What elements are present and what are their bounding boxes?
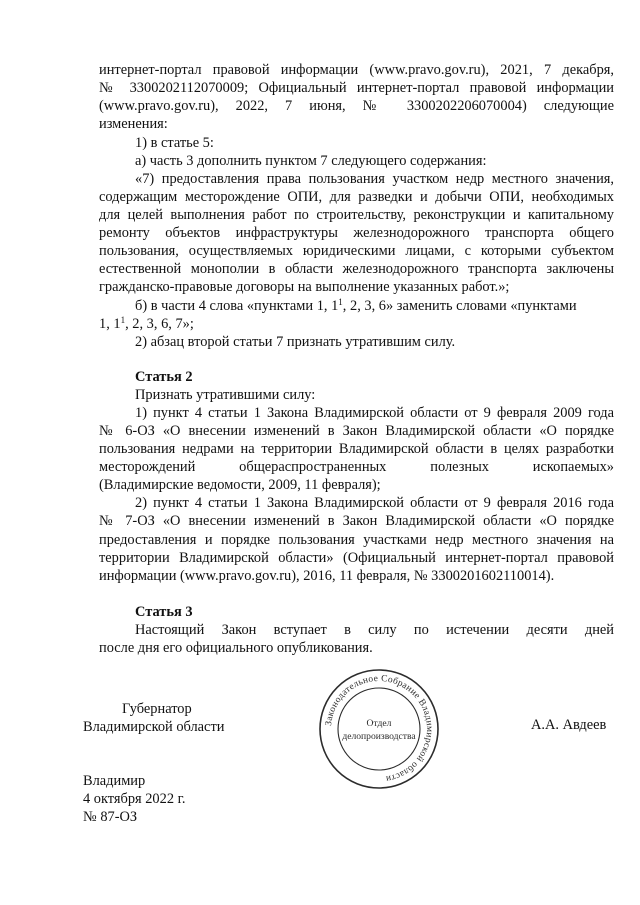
- stamp-center-line: Отдел: [366, 718, 392, 729]
- official-stamp: [318, 668, 440, 790]
- text-line: месторождений общераспространенных полезных ископаемых»: [99, 459, 614, 475]
- text-line: Признать утратившими силу:: [135, 387, 316, 403]
- text-line-with-superscript: [99, 297, 614, 315]
- text-line: № 3300202112070009; Официальный интернет-портал правовой информации: [99, 80, 614, 96]
- text-line: (Владимирские ведомости, 2009, 11 февраля);: [99, 477, 381, 493]
- text-line: Настоящий Закон вступает в силу по истечении десяти дней: [135, 622, 614, 638]
- text-line: № 7-ОЗ «О внесении изменений в Закон Владимирской области «О порядке: [99, 513, 614, 529]
- signatory-title: Губернатор: [122, 701, 192, 717]
- footer-law-number: № 87-ОЗ: [83, 809, 138, 825]
- stamp-center-line: делопроизводства: [342, 731, 416, 742]
- text-line: (www.pravo.gov.ru), 2022, 7 июня, № 3300202206070004) следующие: [99, 98, 614, 114]
- signatory-region: Владимирской области: [83, 719, 225, 735]
- text-line: № 6-ОЗ «О внесении изменений в Закон Владимирской области «О порядке: [99, 423, 614, 439]
- quote-line: гражданско-правовые договоры на выполнение указанных работ.»;: [99, 279, 510, 295]
- text-line: интернет-портал правовой информации (www.pravo.gov.ru), 2021, 7 декабря,: [99, 62, 614, 78]
- text-line: территории Владимирской области» (Официальный интернет-портал правовой: [99, 550, 614, 566]
- text-fragment: , 2, 3, 6» заменить словами «пунктами: [342, 298, 577, 314]
- signatory-name: А.А. Авдеев: [531, 717, 607, 733]
- quote-line: содержащим месторождение ОПИ, для разведки и добычи ОПИ, необходимых: [99, 189, 614, 205]
- article-heading: Статья 3: [135, 604, 193, 620]
- text-line: информации (www.pravo.gov.ru), 2016, 11 февраля, № 3300201602110014).: [99, 568, 555, 584]
- quote-line: ремонту объектов инфраструктуры железнодорожного транспорта общего: [99, 225, 614, 241]
- superscript: 1: [120, 315, 126, 325]
- text-fragment: , 2, 3, 6, 7»;: [125, 316, 194, 332]
- quote-line: для целей выполнения работ по строительству, реконструкции и капитальному: [99, 207, 614, 223]
- text-line: 1) в статье 5:: [135, 135, 214, 151]
- text-line: изменения:: [99, 116, 168, 132]
- text-line: пользования недрами на территории Владимирской области в целях разработки: [99, 441, 614, 457]
- text-line-with-superscript: [99, 315, 614, 333]
- text-line: предоставления и порядке пользования участками недр местного значения на: [99, 532, 614, 548]
- footer-city: Владимир: [83, 773, 146, 789]
- stamp-inner-ring: [338, 688, 420, 770]
- text-line: 1) пункт 4 статьи 1 Закона Владимирской области от 9 февраля 2009 года: [135, 405, 614, 421]
- quote-line: «7) предоставления права пользования участком недр местного значения,: [135, 171, 614, 187]
- text-line: после дня его официального опубликования.: [99, 640, 373, 656]
- text-fragment: б) в части 4 слова «пунктами 1, 1: [135, 298, 339, 314]
- superscript: 1: [338, 297, 343, 307]
- text-line: 2) абзац второй статьи 7 признать утратившим силу.: [135, 334, 456, 350]
- text-fragment: 1, 1: [99, 316, 121, 332]
- quote-line: естественной монополии в области железнодорожного транспорта заключены: [99, 261, 614, 277]
- footer-date: 4 октября 2022 г.: [83, 791, 186, 807]
- article-heading: Статья 2: [135, 369, 193, 385]
- quote-line: пользования, осуществляемых юридическими лицами, с которыми субъектом: [99, 243, 614, 259]
- scan-mark: [304, 0, 394, 3]
- text-line: 2) пункт 4 статьи 1 Закона Владимирской области от 9 февраля 2016 года: [135, 495, 614, 511]
- stamp-ring-text: Законодательное Собрание Владимирской области: [324, 673, 435, 784]
- text-line: а) часть 3 дополнить пунктом 7 следующего содержания:: [135, 153, 487, 169]
